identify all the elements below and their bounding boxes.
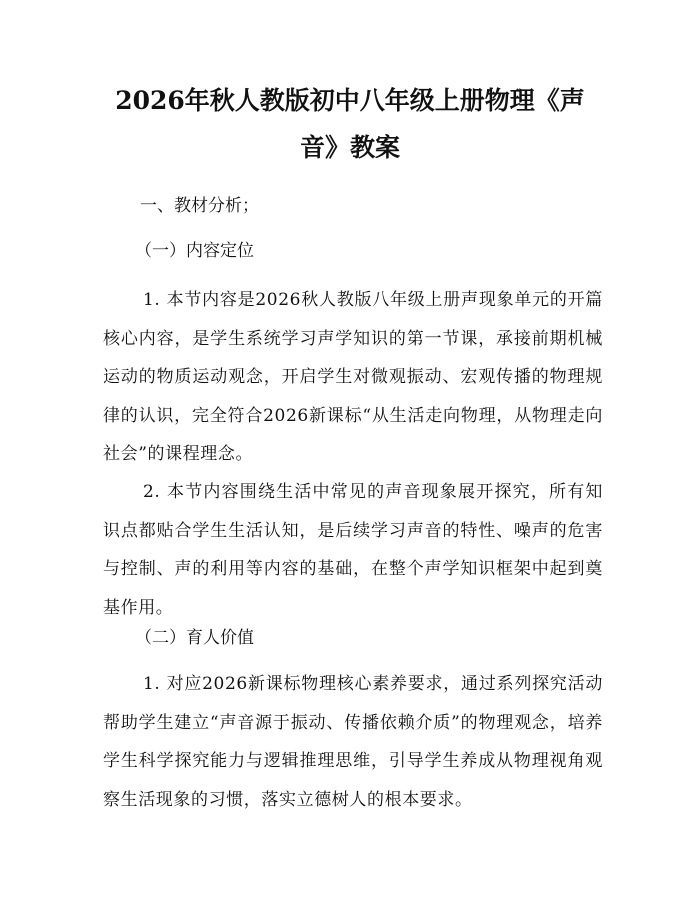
paragraph-content-positioning-2: 2. 本节内容围绕生活中常见的声音现象展开探究，所有知识点都贴合学生生活认知，是后续学习声音的特性、噪声的危害与控制、声的利用等内容的基础，在整个声学知识框架中起到奠基作用。 [103, 482, 603, 618]
paragraph-content-positioning-1: 1. 本节内容是2026秋人教版八年级上册声现象单元的开篇核心内容，是学生系统学习声学知识的第一节课，承接前期机械运动的物质运动观念，开启学生对微观振动、宏观传播的物理规律的认识，完全符合2026新课标“从生活走向物理，从物理走向社会”的课程理念。 [103, 290, 603, 464]
document-title-line1: 2026年秋人教版初中八年级上册物理《声 [115, 86, 585, 115]
subsection-heading-content-positioning: （一）内容定位 [135, 241, 254, 261]
section-heading-materials-analysis: 一、教材分析； [140, 196, 259, 216]
paragraph-educational-value-1: 1. 对应2026新课标物理核心素养要求，通过系列探究活动帮助学生建立“声音源于振动、传播依赖介质”的物理观念，培养学生科学探究能力与逻辑推理思维，引导学生养成从物理视角观察生活现象的习惯，落实立德树人的根本要求。 [103, 674, 603, 810]
document-title-line2: 音》教案 [299, 133, 400, 162]
subsection-heading-educational-value: （二）育人价值 [135, 628, 254, 648]
